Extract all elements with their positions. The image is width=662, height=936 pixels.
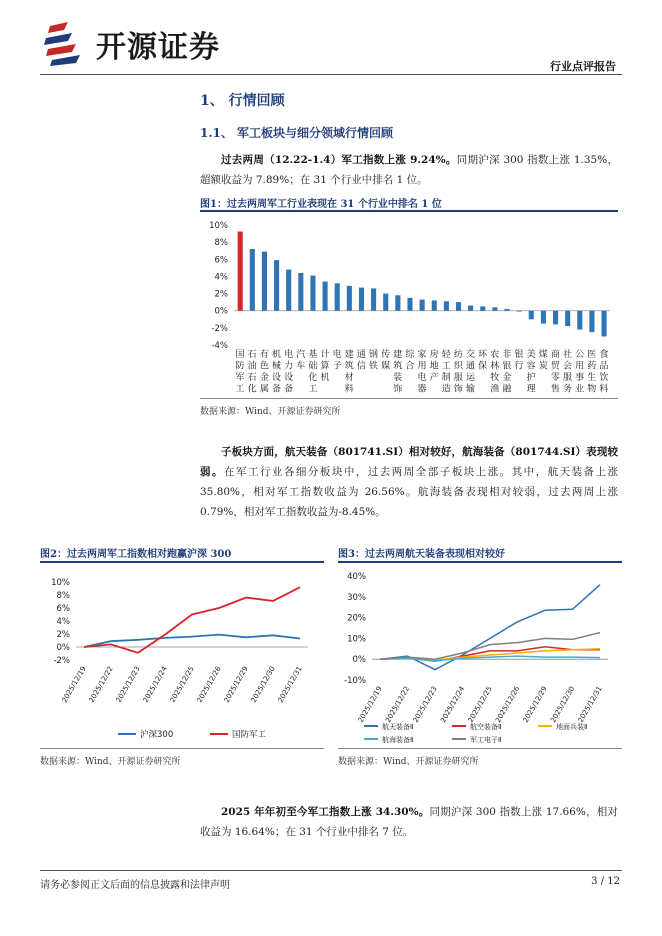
x-tick-label (454, 348, 464, 395)
x-tick-label (502, 348, 512, 395)
x-tick-char: 饰 (453, 384, 463, 395)
paragraph-1-lead: 过去两周（12.22-1.4）军工指数上涨 9.24%。 (221, 154, 457, 166)
x-tick-char: 纺 (453, 350, 463, 360)
x-tick-char: 计 (320, 350, 330, 360)
x-tick-char: 油 (247, 361, 257, 372)
y-tick-label: -4% (211, 341, 228, 351)
x-tick-char: 非 (502, 350, 512, 360)
x-tick-char: 基 (308, 350, 318, 360)
x-tick-char: 医 (587, 350, 597, 360)
x-tick-char: 合 (405, 361, 415, 372)
x-tick-label (405, 348, 415, 372)
bar-纺织服饰 (456, 302, 461, 311)
x-tick-char: 美 (526, 350, 536, 360)
y-tick-label: 0% (56, 643, 70, 653)
y-tick-label: 8% (56, 591, 70, 601)
legend-label: 航天装备Ⅱ (382, 723, 414, 731)
x-tick-char: 容 (526, 361, 536, 372)
x-tick-char: 饮 (599, 373, 609, 383)
bar-综合 (407, 298, 412, 311)
x-tick-label (442, 348, 452, 395)
bar-有色金属 (262, 252, 267, 311)
report-type: 行业点评报告 (550, 60, 616, 73)
x-tick-label (345, 348, 354, 395)
x-tick-char: 色 (259, 361, 269, 372)
bar-家用电器 (420, 300, 425, 311)
x-tick-char: 铁 (368, 361, 378, 372)
x-tick-label (369, 348, 378, 372)
x-tick-label (320, 348, 329, 383)
bar-社会服务 (565, 311, 570, 326)
figure-3-source: 数据来源：Wind、开源证券研究所 (338, 757, 479, 767)
x-tick-char: 备 (284, 384, 294, 395)
x-tick-label (490, 348, 499, 395)
y-tick-label: 10% (51, 578, 70, 588)
bar-机械设备 (274, 260, 279, 311)
figure-1-top-rule (200, 210, 618, 212)
figure-2-top-rule (40, 561, 324, 563)
bar-公用事业 (577, 311, 582, 330)
x-tick-label (515, 348, 524, 372)
x-tick-char: 工 (308, 384, 318, 395)
x-tick-label (539, 348, 548, 372)
x-tick-char: 务 (563, 384, 573, 395)
paragraph-2 (200, 442, 618, 522)
x-tick-char: 筑 (344, 361, 354, 372)
x-tick-label (381, 348, 390, 372)
x-tick-char: 零 (550, 373, 560, 383)
x-tick-char: 工 (235, 384, 245, 395)
header-divider (40, 74, 622, 75)
x-tick-label: 2025/12/24 (439, 685, 467, 724)
x-tick-label: 2025/12/25 (168, 665, 196, 704)
x-tick-char: 金 (502, 373, 512, 383)
x-tick-char: 用 (417, 361, 427, 372)
x-tick-char: 房 (429, 350, 439, 360)
x-tick-char: 装 (393, 373, 403, 383)
x-tick-char: 织 (453, 361, 463, 372)
x-tick-char: 算 (320, 361, 330, 372)
bar-商贸零售 (553, 311, 558, 325)
legend-label: 军工电子Ⅱ (470, 736, 502, 744)
x-tick-char: 军 (235, 373, 245, 383)
x-tick-char: 业 (575, 384, 585, 395)
figure-2-line-chart (40, 566, 324, 746)
x-tick-char: 电 (332, 350, 342, 360)
x-tick-char: 设 (271, 373, 281, 383)
x-tick-char: 炭 (538, 361, 548, 372)
subsection-heading: 1.1、 军工板块与细分领域行情回顾 (200, 126, 394, 140)
x-tick-char: 工 (441, 361, 451, 372)
x-tick-label (551, 348, 561, 395)
figure-3-title: 图3：过去两周航天装备表现相对较好 (338, 549, 505, 560)
x-tick-char: 电 (417, 373, 427, 383)
x-tick-label (333, 348, 342, 372)
x-tick-label: 2025/12/23 (114, 665, 142, 704)
y-tick-label: -2% (211, 323, 228, 334)
x-tick-label: 2025/12/24 (141, 665, 169, 704)
x-tick-char: 林 (490, 361, 500, 372)
x-tick-char: 交 (466, 350, 476, 360)
paragraph-1 (200, 150, 618, 190)
x-tick-label (308, 348, 317, 395)
x-tick-label: 2025/12/25 (466, 685, 494, 724)
x-tick-label (296, 348, 305, 372)
bar-轻工制造 (444, 301, 449, 310)
x-tick-char: 融 (502, 384, 512, 395)
figure-1-bar-chart (200, 215, 618, 397)
x-tick-label: 2025/12/26 (195, 665, 223, 704)
bar-煤炭 (541, 311, 546, 324)
x-tick-label (587, 349, 596, 395)
x-tick-char: 石 (247, 350, 257, 360)
x-tick-label: 2025/12/29 (521, 685, 549, 724)
x-tick-char: 制 (441, 373, 451, 383)
bar-农林牧渔 (492, 307, 497, 310)
x-tick-char: 机 (320, 373, 330, 383)
x-tick-label (575, 349, 584, 395)
x-tick-char: 器 (417, 384, 427, 395)
x-tick-char: 传 (381, 350, 391, 360)
bar-非银金融 (504, 309, 509, 311)
legend-label: 沪深300 (140, 730, 174, 740)
x-tick-char: 金 (259, 373, 269, 383)
x-tick-char: 理 (526, 384, 536, 395)
x-tick-char: 通 (466, 361, 476, 372)
x-tick-char: 础 (308, 361, 318, 372)
y-tick-label: 0% (214, 306, 228, 317)
x-tick-label (284, 348, 293, 395)
figure-1-bottom-rule (200, 398, 618, 399)
figure-2-source: 数据来源：Wind、开源证券研究所 (40, 757, 181, 767)
x-tick-char: 通 (356, 350, 366, 360)
bar-银行 (517, 311, 522, 312)
bar-计算机 (323, 282, 328, 311)
figure-3-top-rule (338, 561, 622, 563)
bar-食品饮料 (602, 311, 607, 337)
footer-disclaimer: 请务必参阅正文后面的信息披露和法律声明 (40, 880, 230, 891)
figure-1-title: 图1：过去两周军工行业表现在 31 个行业中排名 1 位 (200, 199, 442, 210)
x-tick-label (478, 349, 488, 372)
y-tick-label: 8% (214, 238, 228, 249)
x-tick-char: 综 (405, 350, 415, 360)
x-tick-char: 电 (284, 350, 294, 360)
logo-mark-icon (42, 20, 92, 66)
x-tick-char: 媒 (381, 361, 391, 372)
x-tick-label: 2025/12/29 (222, 665, 250, 704)
bar-电力设备 (286, 270, 291, 311)
x-tick-char: 环 (478, 350, 488, 360)
bar-国防军工 (238, 232, 243, 311)
x-tick-label: 2025/12/26 (494, 685, 522, 724)
x-tick-char: 防 (235, 361, 245, 372)
x-tick-label: 2025/12/30 (249, 665, 277, 704)
x-tick-label (393, 348, 402, 395)
x-tick-label: 2025/12/22 (87, 665, 115, 704)
bar-传媒 (383, 294, 388, 311)
x-tick-char: 国 (235, 350, 245, 360)
figure-2-bottom-rule (40, 748, 324, 749)
paragraph-3 (200, 802, 618, 842)
bar-基础化工 (310, 276, 315, 311)
x-tick-label (417, 348, 426, 395)
legend-label: 航空装备Ⅱ (470, 723, 502, 731)
figure-2-title: 图2：过去两周军工指数相对跑赢沪深 300 (40, 549, 232, 560)
x-tick-char: 生 (587, 373, 597, 383)
x-tick-label: 2025/12/31 (576, 685, 604, 724)
x-tick-char: 子 (332, 361, 342, 372)
x-tick-char: 品 (599, 361, 609, 372)
x-tick-label (430, 348, 439, 383)
x-tick-char: 钢 (368, 350, 378, 360)
y-tick-label: 4% (56, 617, 70, 627)
x-tick-label (248, 349, 257, 395)
y-tick-label: 20% (347, 613, 366, 624)
x-tick-label (599, 348, 608, 395)
x-tick-char: 设 (284, 373, 294, 383)
series-line-国防军工 (84, 587, 300, 653)
legend-label: 国防军工 (232, 730, 267, 740)
x-tick-label (236, 349, 245, 395)
bar-美容护理 (529, 311, 534, 320)
x-tick-char: 车 (296, 361, 306, 372)
y-tick-label: 2% (56, 630, 70, 640)
x-tick-label (466, 348, 476, 395)
x-tick-label: 2025/12/19 (356, 685, 384, 724)
x-tick-label (260, 348, 269, 395)
x-tick-char: 事 (575, 373, 585, 383)
x-tick-char: 运 (466, 373, 476, 383)
company-name: 开源证券 (96, 30, 220, 65)
figure-1-source: 数据来源：Wind、开源证券研究所 (200, 407, 341, 417)
x-tick-char: 化 (247, 384, 257, 395)
y-tick-label: 2% (214, 289, 228, 300)
x-tick-label: 2025/12/30 (549, 685, 577, 724)
y-tick-label: 30% (347, 592, 366, 603)
bar-建筑材料 (347, 286, 352, 311)
x-tick-char: 有 (259, 350, 269, 360)
x-tick-char: 渔 (490, 384, 500, 395)
paragraph-2-body: 在军工行业各细分板块中，过去两周全部子板块上涨。其中，航天装备上涨 35.80%，相对军工指数收益为 26.56%。航海装备表现相对较弱，过去两周上涨 0.79%，相对军工指数收益为-8.45%。 (200, 466, 619, 518)
x-tick-char: 料 (344, 384, 354, 395)
x-tick-label: 2025/12/19 (60, 665, 88, 704)
x-tick-char: 服 (563, 373, 573, 383)
x-tick-char: 食 (599, 350, 609, 360)
x-tick-char: 贸 (550, 361, 560, 372)
y-tick-label: 6% (214, 255, 228, 266)
y-tick-label: 0% (352, 655, 366, 666)
bar-电子 (335, 283, 340, 310)
x-tick-char: 煤 (538, 350, 548, 360)
x-tick-label (357, 349, 366, 372)
x-tick-char: 筑 (393, 361, 403, 372)
x-tick-char: 械 (271, 361, 281, 372)
x-tick-char: 饰 (393, 384, 403, 395)
y-tick-label: 4% (214, 272, 228, 283)
y-tick-label: -2% (53, 656, 70, 666)
x-tick-char: 汽 (296, 350, 306, 360)
figure-3-bottom-rule (338, 748, 622, 749)
bar-环保 (480, 306, 485, 310)
x-tick-char: 地 (429, 361, 439, 372)
x-tick-char: 售 (550, 384, 560, 395)
x-tick-label (272, 348, 281, 395)
x-tick-char: 信 (356, 361, 366, 372)
x-tick-label (527, 348, 536, 395)
y-tick-label: -10% (344, 676, 366, 686)
x-tick-char: 行 (514, 361, 524, 372)
legend-label: 航海装备Ⅱ (382, 736, 414, 744)
x-tick-char: 牧 (490, 373, 500, 383)
x-tick-char: 用 (575, 361, 585, 372)
x-tick-label (563, 348, 572, 395)
x-tick-char: 化 (308, 373, 318, 383)
x-tick-char: 保 (478, 361, 488, 372)
x-tick-char: 会 (563, 361, 573, 372)
page-number: 3 / 12 (591, 876, 620, 887)
x-tick-char: 产 (429, 373, 439, 383)
x-tick-char: 社 (563, 350, 573, 360)
x-tick-char: 公 (575, 350, 585, 360)
bar-医药生物 (589, 311, 594, 332)
x-tick-label: 2025/12/31 (276, 665, 304, 704)
y-tick-label: 40% (347, 572, 366, 582)
footer-divider (40, 870, 622, 871)
x-tick-label: 2025/12/23 (411, 685, 439, 724)
x-tick-char: 药 (587, 361, 597, 372)
x-tick-char: 银 (514, 350, 524, 360)
paragraph-3-body: 同期沪深 300 指数上涨 17.66%，相对收益为 16.64%；在 31 个行业中排名 7 位。 (200, 806, 619, 838)
x-tick-label: 2025/12/22 (384, 685, 412, 724)
bar-汽车 (298, 273, 303, 311)
x-tick-char: 护 (526, 373, 536, 383)
y-tick-label: 10% (209, 221, 228, 231)
paragraph-2-lead: 子板块方面，航天装备（801741.SI）相对较好，航海装备（801744.SI）表现较弱。 (200, 446, 618, 478)
x-tick-char: 服 (453, 373, 463, 383)
x-tick-char: 力 (284, 361, 294, 372)
x-tick-char: 轻 (441, 350, 451, 360)
bar-建筑装饰 (395, 295, 400, 310)
x-tick-char: 造 (441, 384, 451, 395)
x-tick-char: 物 (587, 384, 597, 395)
bar-钢铁 (371, 288, 376, 310)
section-heading: 1、 行情回顾 (200, 93, 285, 109)
legend-label: 地面兵装Ⅱ (556, 723, 588, 731)
x-tick-char: 输 (466, 384, 476, 395)
x-tick-char: 商 (550, 350, 560, 360)
bar-房地产 (432, 300, 437, 310)
x-tick-char: 建 (344, 350, 354, 360)
x-tick-char: 农 (490, 350, 500, 360)
x-tick-char: 石 (247, 373, 257, 383)
figure-3-line-chart (338, 566, 622, 746)
y-tick-label: 10% (347, 634, 366, 645)
y-tick-label: 6% (56, 604, 70, 614)
x-tick-char: 材 (344, 373, 354, 383)
paragraph-3-lead: 2025 年年初至今军工指数上涨 34.30%。 (221, 806, 430, 818)
x-tick-char: 银 (502, 361, 512, 372)
x-tick-char: 料 (599, 384, 609, 395)
x-tick-char: 建 (393, 350, 403, 360)
paragraph-1-body: 同期沪深 300 指数上涨 1.35%，超额收益为 7.89%；在 31 个行业中排名 1 位。 (200, 154, 618, 186)
x-tick-char: 备 (271, 384, 281, 395)
bar-交通运输 (468, 306, 473, 311)
x-tick-char: 机 (271, 350, 281, 360)
bar-通信 (359, 288, 364, 311)
bar-石油石化 (250, 249, 255, 311)
x-tick-char: 家 (417, 350, 427, 360)
x-tick-char: 属 (259, 384, 269, 395)
